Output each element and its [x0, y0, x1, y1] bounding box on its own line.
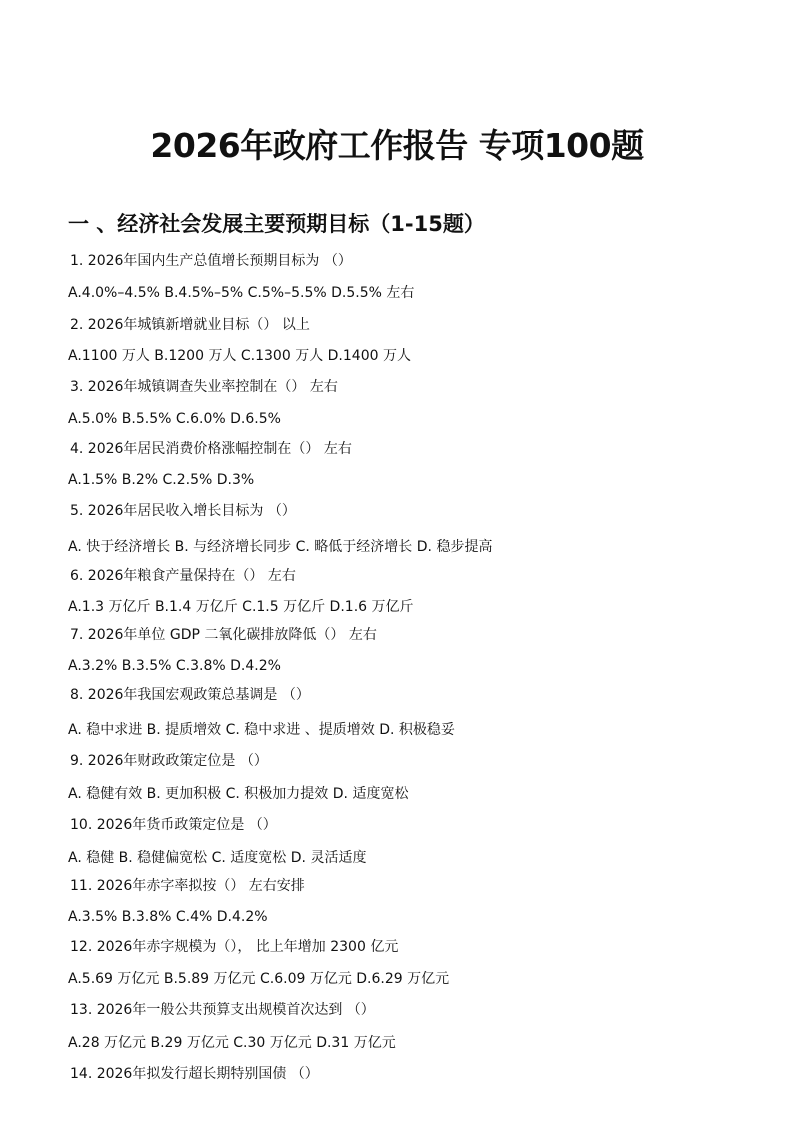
- options-5: A. 快于经济增长 B. 与经济增长同步 C. 略低于经济增长 D. 稳步提高: [68, 539, 493, 555]
- options-2: A.1100 万人 B.1200 万人 C.1300 万人 D.1400 万人: [68, 348, 411, 364]
- question-8: 8. 2026年我国宏观政策总基调是 （）: [70, 687, 310, 703]
- options-11: A.3.5% B.3.8% C.4% D.4.2%: [68, 909, 268, 925]
- question-14: 14. 2026年拟发行超长期特别国债 （）: [70, 1066, 319, 1082]
- options-12: A.5.69 万亿元 B.5.89 万亿元 C.6.09 万亿元 D.6.29 万亿元: [68, 971, 450, 987]
- section-heading: 一 、经济社会发展主要预期目标（1-15题）: [68, 212, 485, 236]
- options-1: A.4.0%–4.5% B.4.5%–5% C.5%–5.5% D.5.5% 左右: [68, 285, 415, 301]
- question-7: 7. 2026年单位 GDP 二氧化碳排放降低（） 左右: [70, 627, 377, 643]
- question-13: 13. 2026年一般公共预算支出规模首次达到 （）: [70, 1002, 375, 1018]
- question-2: 2. 2026年城镇新增就业目标（） 以上: [70, 317, 310, 333]
- document-title: 2026年政府工作报告 专项100题: [150, 126, 644, 165]
- question-9: 9. 2026年财政政策定位是 （）: [70, 753, 268, 769]
- options-4: A.1.5% B.2% C.2.5% D.3%: [68, 472, 255, 488]
- question-6: 6. 2026年粮食产量保持在（） 左右: [70, 568, 296, 584]
- options-13: A.28 万亿元 B.29 万亿元 C.30 万亿元 D.31 万亿元: [68, 1035, 396, 1051]
- question-4: 4. 2026年居民消费价格涨幅控制在（） 左右: [70, 441, 352, 457]
- options-10: A. 稳健 B. 稳健偏宽松 C. 适度宽松 D. 灵活适度: [68, 850, 367, 866]
- question-12: 12. 2026年赤字规模为（）， 比上年增加 2300 亿元: [70, 939, 399, 955]
- question-10: 10. 2026年货币政策定位是 （）: [70, 817, 277, 833]
- options-7: A.3.2% B.3.5% C.3.8% D.4.2%: [68, 658, 281, 674]
- question-3: 3. 2026年城镇调查失业率控制在（） 左右: [70, 379, 338, 395]
- options-9: A. 稳健有效 B. 更加积极 C. 积极加力提效 D. 适度宽松: [68, 786, 409, 802]
- options-8: A. 稳中求进 B. 提质增效 C. 稳中求进 、提质增效 D. 积极稳妥: [68, 722, 455, 738]
- question-1: 1. 2026年国内生产总值增长预期目标为 （）: [70, 253, 352, 269]
- question-11: 11. 2026年赤字率拟按（） 左右安排: [70, 878, 305, 894]
- question-5: 5. 2026年居民收入增长目标为 （）: [70, 503, 296, 519]
- options-6: A.1.3 万亿斤 B.1.4 万亿斤 C.1.5 万亿斤 D.1.6 万亿斤: [68, 599, 414, 615]
- options-3: A.5.0% B.5.5% C.6.0% D.6.5%: [68, 411, 281, 427]
